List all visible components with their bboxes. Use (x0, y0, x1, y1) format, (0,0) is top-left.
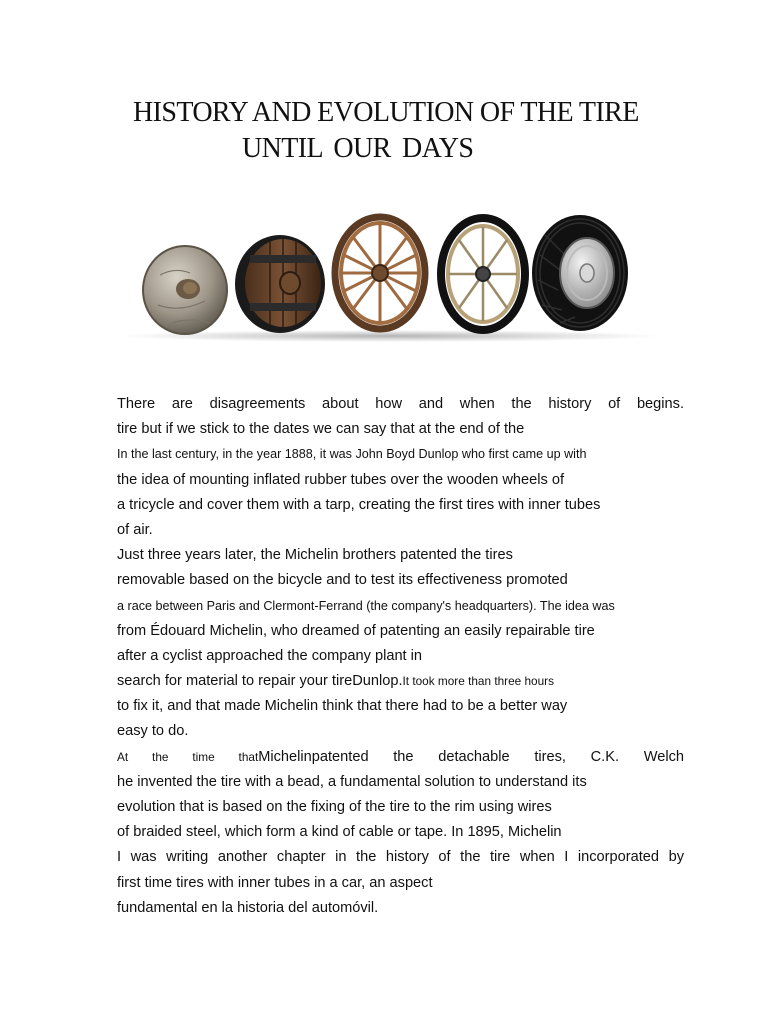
wooden-plank-wheel-icon (235, 235, 325, 333)
body-line: of air. (117, 521, 153, 538)
spoked-rubber-wheel-icon (441, 218, 525, 330)
body-text-segment: At the time that (117, 749, 259, 764)
tire-evolution-figure (120, 205, 665, 350)
body-line: fundamental en la historia del automóvil. (117, 899, 379, 916)
body-line: Just three years later, the Michelin brothers patented the tires (117, 547, 513, 564)
modern-tire-icon (532, 215, 628, 331)
body-line: tire but if we stick to the dates we can say that at the end of the (117, 421, 525, 438)
spoked-wooden-wheel-icon (335, 217, 425, 329)
body-line (117, 745, 684, 770)
body-line: a race between Paris and Clermont-Ferrand (the company's headquarters). The idea was (117, 598, 615, 613)
body-line: a tricycle and cover them with a tarp, creating the first tires with inner tubes (117, 496, 601, 513)
document-title-line-1: HISTORY AND EVOLUTION OF THE TIRE (133, 97, 639, 128)
body-line: easy to do. (117, 723, 189, 740)
body-line: first time tires with inner tubes in a car, an aspect (117, 874, 433, 891)
document-title-line-2: UNTIL OUR DAYS (242, 133, 474, 164)
body-line: evolution that is based on the fixing of the tire to the rim using wires (117, 799, 552, 815)
body-line: of braided steel, which form a kind of cable or tape. In 1895, Michelin (117, 824, 562, 841)
document-body (117, 392, 684, 921)
body-line: the idea of mounting inflated rubber tubes over the wooden wheels of (117, 471, 565, 488)
body-line: In the last century, in the year 1888, it was John Boyd Dunlop who first came up with (117, 447, 587, 462)
stone-wheel-icon (143, 246, 227, 334)
body-line: There are disagreements about how and when the history of begins. (117, 396, 684, 412)
body-line: from Édouard Michelin, who dreamed of patenting an easily repairable tire (117, 622, 595, 639)
body-line: I was writing another chapter in the history of the tire when I incorporated by (117, 849, 684, 866)
body-line: to fix it, and that made Michelin think that there had to be a better way (117, 698, 568, 715)
body-line: he invented the tire with a bead, a fundamental solution to understand its (117, 773, 587, 790)
body-line (117, 669, 684, 694)
body-text-segment: Michelinpatented the detachable tires, C.K. Welch (258, 748, 684, 765)
body-text-segment: It took more than three hours (402, 674, 554, 689)
body-line: removable based on the bicycle and to test its effectiveness promoted (117, 572, 568, 589)
body-line: after a cyclist approached the company plant in (117, 647, 423, 664)
body-text-segment: search for material to repair your tireDunlop. (117, 673, 403, 690)
